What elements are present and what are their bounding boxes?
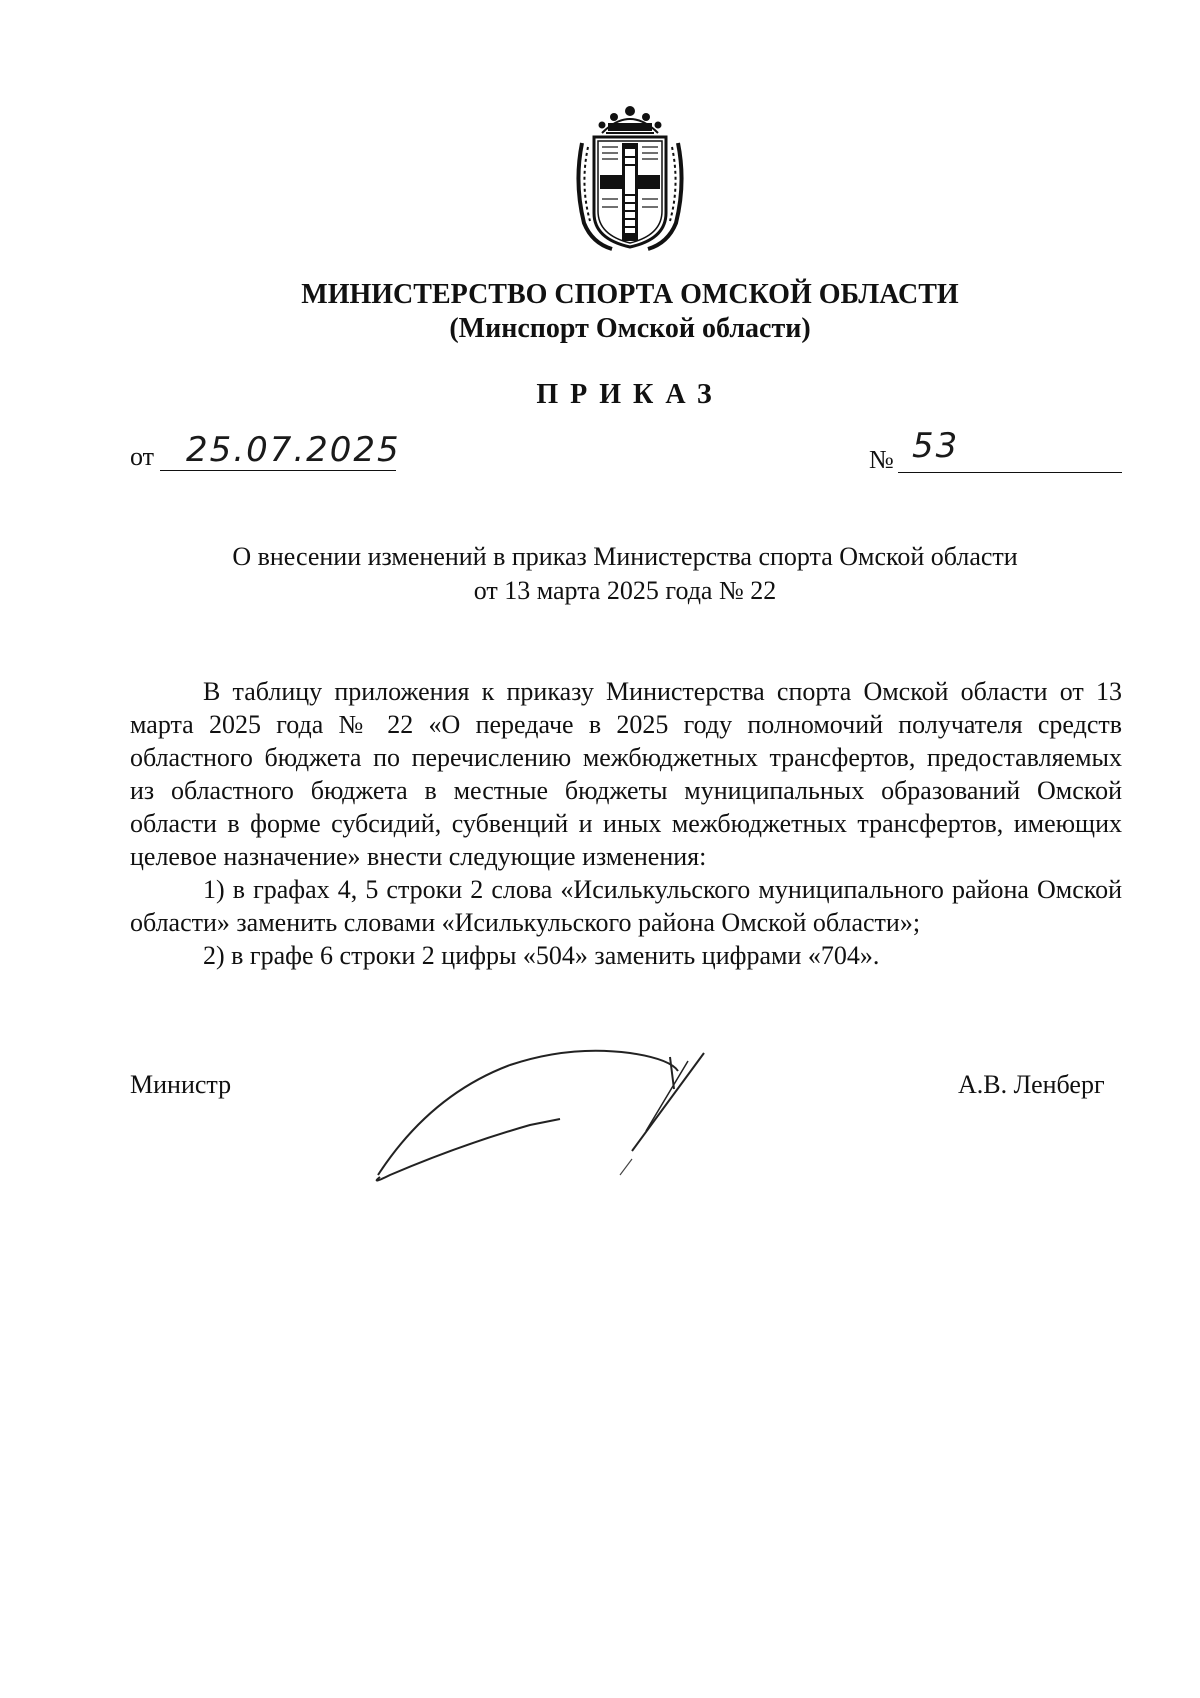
signer-name: А.В. Ленберг: [958, 1070, 1105, 1099]
subject-line-1: О внесении изменений в приказ Министерства спорта Омской области: [232, 542, 1018, 571]
number-underline: [898, 472, 1122, 473]
coat-of-arms-icon: [572, 103, 688, 251]
handwritten-signature-icon: [370, 1035, 740, 1185]
organization-name: МИНИСТЕРСТВО СПОРТА ОМСКОЙ ОБЛАСТИ: [301, 279, 959, 310]
organization-short-name: (Минспорт Омской области): [449, 313, 811, 344]
number-label: №: [869, 445, 894, 474]
number-value: 53: [912, 426, 960, 466]
body-item-2: 2) в графе 6 строки 2 цифры «504» заменить цифрами «704».: [203, 941, 880, 970]
date-underline: [160, 470, 396, 471]
subject-line-2: от 13 марта 2025 года № 22: [473, 576, 777, 605]
body-intro-paragraph: В таблицу приложения к приказу Министерства спорта Омской области от 13 марта 2025 года № 22 «О передаче в 2025 году полномочий получателя средств областного бюджета по перечислению межбюджетных трансфертов, предоставляемых из областного бюджета в местные бюджеты муниципальных образований Омской области в форме субсидий, субвенций и иных межбюджетных трансфертов, имеющих целевое назначение» внести следующие изменения:: [130, 677, 1122, 871]
document-type-title: ПРИКАЗ: [536, 379, 724, 410]
date-label: от: [130, 442, 155, 471]
signer-title: Министр: [130, 1070, 232, 1099]
document-body: [130, 675, 1122, 972]
date-value: 25.07.2025: [186, 430, 401, 470]
body-item-1: 1) в графах 4, 5 строки 2 слова «Исилькульского муниципального района Омской области» заменить словами «Исилькульского района Омской области»;: [130, 875, 1122, 937]
